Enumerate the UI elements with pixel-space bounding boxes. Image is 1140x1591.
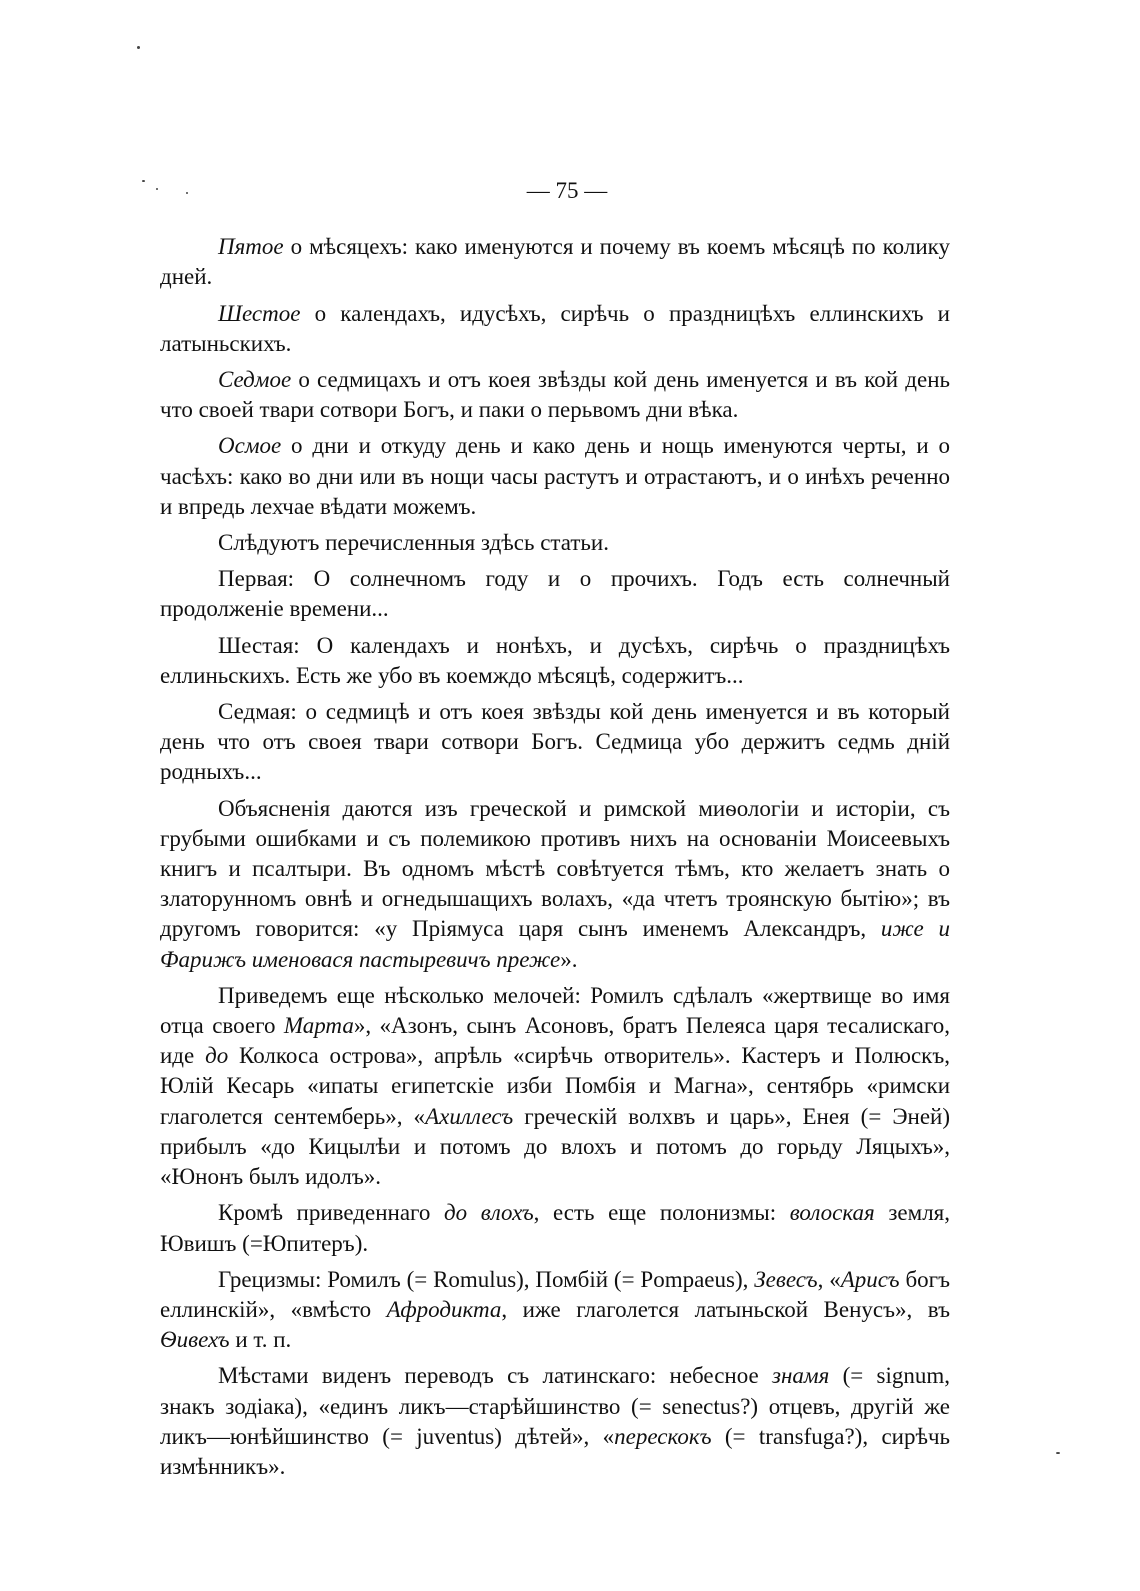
text-run: Мѣстами виденъ переводъ съ латинскаго: небесное (218, 1363, 773, 1389)
italic-run: волоская (789, 1200, 875, 1226)
italic-run: Седмое (218, 367, 292, 393)
text-run: Объясненія даются изъ греческой и римской миѳологіи и исторіи, съ грубыми ошибками и съ полемикою противъ нихъ на основаніи Моисеевыхъ книгъ и псалтыри. Въ одномъ мѣстѣ совѣтуется тѣмъ, кто желаетъ знать о златорунномъ овнѣ и огнедышащихъ волахъ, «да чтетъ троянскую бытію»; въ другомъ говорится: «у Пріямуса царя сынъ именемъ Александръ, (160, 795, 950, 942)
italic-run: Ахиллесъ (425, 1103, 514, 1129)
text-run: », «Азонъ, сынъ Асоновъ, братъ Пелеяса царя тесалискаго, иде (160, 1013, 950, 1069)
italic-run: Осмое (218, 433, 282, 459)
text-run: Первая: О солнечномъ году и о прочихъ. Годъ есть солнечный продолженіе времени... (160, 566, 950, 622)
page-body (160, 176, 950, 1482)
text-run: Кромѣ приведеннаго (218, 1200, 444, 1226)
scan-speck (1056, 1452, 1060, 1454)
text-run: греческій волхвъ и царь», Енея (= Эней) прибылъ «до Кицылѣи и потомъ до влохъ и потомъ до горьду Ляцыхъ», «Юнонъ былъ идолъ». (160, 1103, 950, 1190)
italic-run: Афродикта (386, 1296, 502, 1322)
paragraph (160, 1361, 950, 1482)
paragraph (160, 631, 950, 691)
italic-run: Зевесъ (754, 1266, 818, 1292)
italic-run: Арисъ (840, 1266, 900, 1292)
paragraph (160, 697, 950, 788)
scan-speck (156, 188, 158, 190)
italic-run: Пятое (218, 234, 284, 260)
text-run: о мѣсяцехъ: како именуются и почему въ коемъ мѣсяцѣ по колику дней. (160, 234, 950, 290)
paragraph (160, 1198, 950, 1258)
paragraph (160, 365, 950, 425)
text-flow (160, 232, 950, 1482)
paragraph (160, 431, 950, 522)
scan-speck (137, 46, 140, 49)
paragraph (160, 232, 950, 292)
italic-run: Марта (283, 1013, 354, 1039)
text-run: Грецизмы: Ромилъ (= Romulus), Помбій (= Pompaeus), (218, 1266, 755, 1292)
text-run: Приведемъ еще нѣсколько мелочей: Ромилъ сдѣлалъ «жертвище во имя отца своего (160, 982, 950, 1039)
italic-run: до влохъ (444, 1200, 534, 1226)
paragraph (160, 1265, 950, 1356)
text-run: богъ еллинскій», «вмѣсто (160, 1266, 951, 1322)
text-run: о календахъ, идусѣхъ, сирѣчь о праздницѣхъ еллинскихъ и латыньскихъ. (160, 300, 950, 356)
paragraph (160, 564, 950, 624)
paragraph (160, 528, 950, 558)
text-run: о седмицахъ и отъ коея звѣзды кой день именуется и въ кой день что своей твари сотвори Богъ, и паки о перьвомъ дни вѣка. (160, 367, 950, 423)
page-number: — 75 — (526, 178, 608, 203)
text-run: ». (560, 946, 578, 972)
scan-speck (142, 180, 145, 182)
text-run: Седмая: о седмицѣ и отъ коея звѣзды кой день именуется и въ который день что отъ своея твари сотвори Богъ. Седмица убо держитъ седмь дній родныхъ... (160, 699, 950, 785)
text-run: (= transfuga?), сирѣчь измѣнникъ». (160, 1423, 951, 1479)
paragraph (160, 981, 950, 1192)
italic-run: Ѳивехъ (160, 1327, 230, 1353)
paragraph (160, 794, 950, 975)
italic-run: перескокъ (614, 1423, 712, 1449)
text-run: земля, Ювишъ (=Юпитеръ). (160, 1200, 951, 1256)
text-run: и т. п. (229, 1327, 292, 1353)
text-run: Слѣдуютъ перечисленныя здѣсь статьи. (218, 530, 609, 556)
italic-run: знамя (772, 1363, 830, 1389)
text-run: о дни и откуду день и како день и нощь именуются черты, и о часѣхъ: како во дни или въ нощи часы растутъ и отрастаютъ, и о инѣхъ реченно и впредь лехчае вѣдати можемъ. (160, 433, 950, 519)
text-run: , иже глаголется латыньской Венусъ», въ (501, 1296, 950, 1322)
italic-run: до (205, 1043, 229, 1069)
text-run: Шестая: О календахъ и нонѣхъ, и дусѣхъ, сирѣчь о праздницѣхъ еллиньскихъ. Есть же убо въ коемждо мѣсяцѣ, содержитъ... (160, 632, 950, 688)
italic-run: Шестое (218, 300, 301, 326)
text-run: , « (817, 1266, 841, 1292)
text-run: (= signum, знакъ зодіака), «единъ ликъ—старѣйшинство (= senectus?) отцевъ, другій же ликъ—юнѣйшинство (= juventus) дѣтей», « (160, 1363, 950, 1449)
italic-run: иже и Фарижъ именовася пастыревичъ преже (160, 916, 950, 972)
paragraph (160, 299, 950, 359)
text-run: Колкоса острова», апрѣль «сирѣчь отворитель». Кастеръ и Полюскъ, Юлій Кесарь «ипаты египетскіе изби Помбія и Магна», сентябрь «римски глаголется сентемберь», « (160, 1043, 950, 1129)
text-run: , есть еще полонизмы: (533, 1200, 790, 1226)
